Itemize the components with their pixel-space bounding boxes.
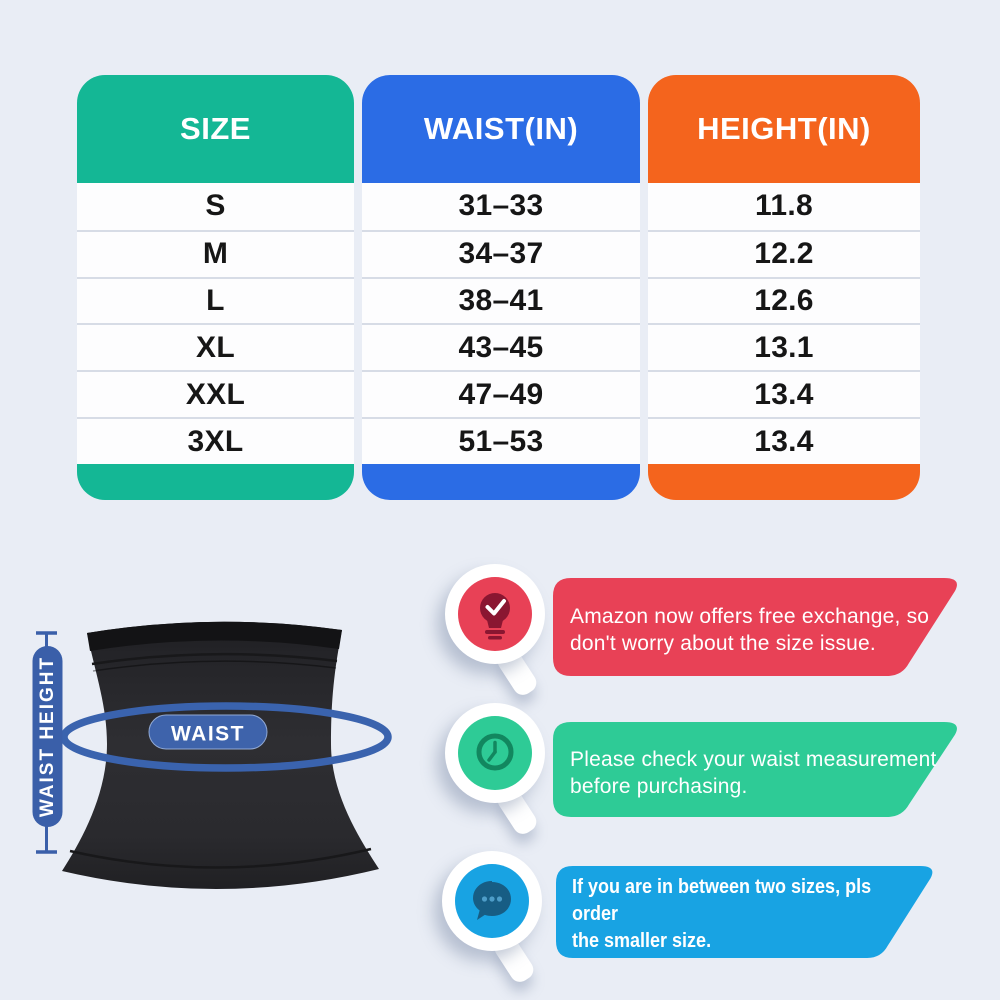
waist-column-footer-bar <box>362 464 640 500</box>
height-cell: 13.1 <box>648 323 920 370</box>
chat-dots-icon <box>455 864 529 938</box>
size-table <box>77 75 920 500</box>
waist-cell: 34–37 <box>362 230 640 277</box>
column-header-waist: WAIST(IN) <box>362 75 640 183</box>
height-column-cells <box>648 183 920 464</box>
size-cell: S <box>205 189 226 223</box>
size-column <box>77 75 354 500</box>
height-cell: 12.2 <box>648 230 920 277</box>
measurement-line-2: before purchasing. <box>570 774 748 798</box>
size-cell: L <box>77 277 354 324</box>
exchange-line-2: don't worry about the size issue. <box>570 632 876 655</box>
height-cell: 11.8 <box>755 189 813 223</box>
exchange-badge <box>458 577 532 651</box>
waist-column-cells <box>362 183 640 464</box>
size-cell: 3XL <box>77 417 354 464</box>
between-sizes-badge <box>455 864 529 938</box>
waist-cell: 51–53 <box>362 417 640 464</box>
height-column <box>648 75 920 500</box>
waist-cell: 31–33 <box>458 189 544 223</box>
waist-cell: 47–49 <box>362 370 640 417</box>
lightbulb-check-icon <box>458 577 532 651</box>
waist-label-pill <box>149 715 267 749</box>
between-sizes-line-1: If you are in between two sizes, pls order <box>572 875 872 925</box>
height-column-footer-bar <box>648 464 920 500</box>
exchange-line-1: Amazon now offers free exchange, so <box>570 605 930 628</box>
column-header-height: HEIGHT(IN) <box>648 75 920 183</box>
waist-label: WAIST <box>171 722 245 746</box>
clock-icon <box>458 716 532 790</box>
waist-column <box>362 75 640 500</box>
height-cell: 12.6 <box>648 277 920 324</box>
waist-height-label: WAIST HEIGHT <box>37 655 58 818</box>
size-cell: XXL <box>77 370 354 417</box>
waist-cell: 38–41 <box>362 277 640 324</box>
waist-height-measure <box>33 633 63 852</box>
height-cell: 13.4 <box>648 417 920 464</box>
between-sizes-banner-text <box>572 868 896 960</box>
waist-trainer-diagram <box>15 590 435 920</box>
exchange-banner-text <box>570 581 940 679</box>
column-header-size: SIZE <box>77 75 354 183</box>
measurement-badge <box>458 716 532 790</box>
measurement-line-1: Please check your waist measurement <box>570 747 937 771</box>
size-column-footer-bar <box>77 464 354 500</box>
size-cell: XL <box>77 323 354 370</box>
height-cell: 13.4 <box>648 370 920 417</box>
measurement-banner-text <box>570 725 940 820</box>
size-cell: M <box>77 230 354 277</box>
size-column-cells <box>77 183 354 464</box>
waist-cell: 43–45 <box>362 323 640 370</box>
between-sizes-line-2: the smaller size. <box>572 929 712 952</box>
